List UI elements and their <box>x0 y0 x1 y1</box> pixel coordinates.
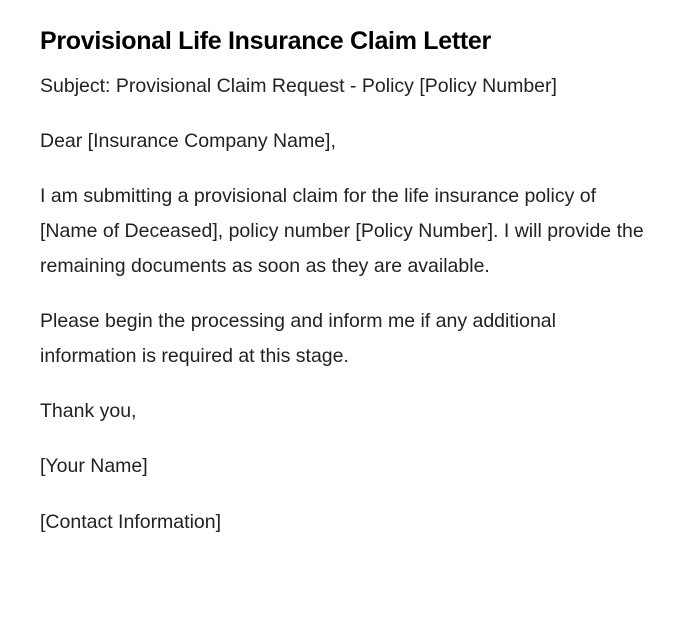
letter-subject: Subject: Provisional Claim Request - Policy [Policy Number] <box>40 75 557 97</box>
letter-body-paragraph: I am submitting a provisional claim for the life insurance policy of [Name of Deceased], policy number [Policy Number]. I will provide the remaining documents as soon as they are available. <box>40 185 644 277</box>
letter-document <box>40 24 650 540</box>
letter-title: Provisional Life Insurance Claim Letter <box>40 27 491 55</box>
letter-body-paragraph: Please begin the processing and inform me if any additional information is required at this stage. <box>40 310 556 367</box>
signature-name: [Your Name] <box>40 455 148 477</box>
letter-closing: Thank you, <box>40 400 137 422</box>
contact-information: [Contact Information] <box>40 511 222 533</box>
letter-greeting: Dear [Insurance Company Name], <box>40 130 336 152</box>
